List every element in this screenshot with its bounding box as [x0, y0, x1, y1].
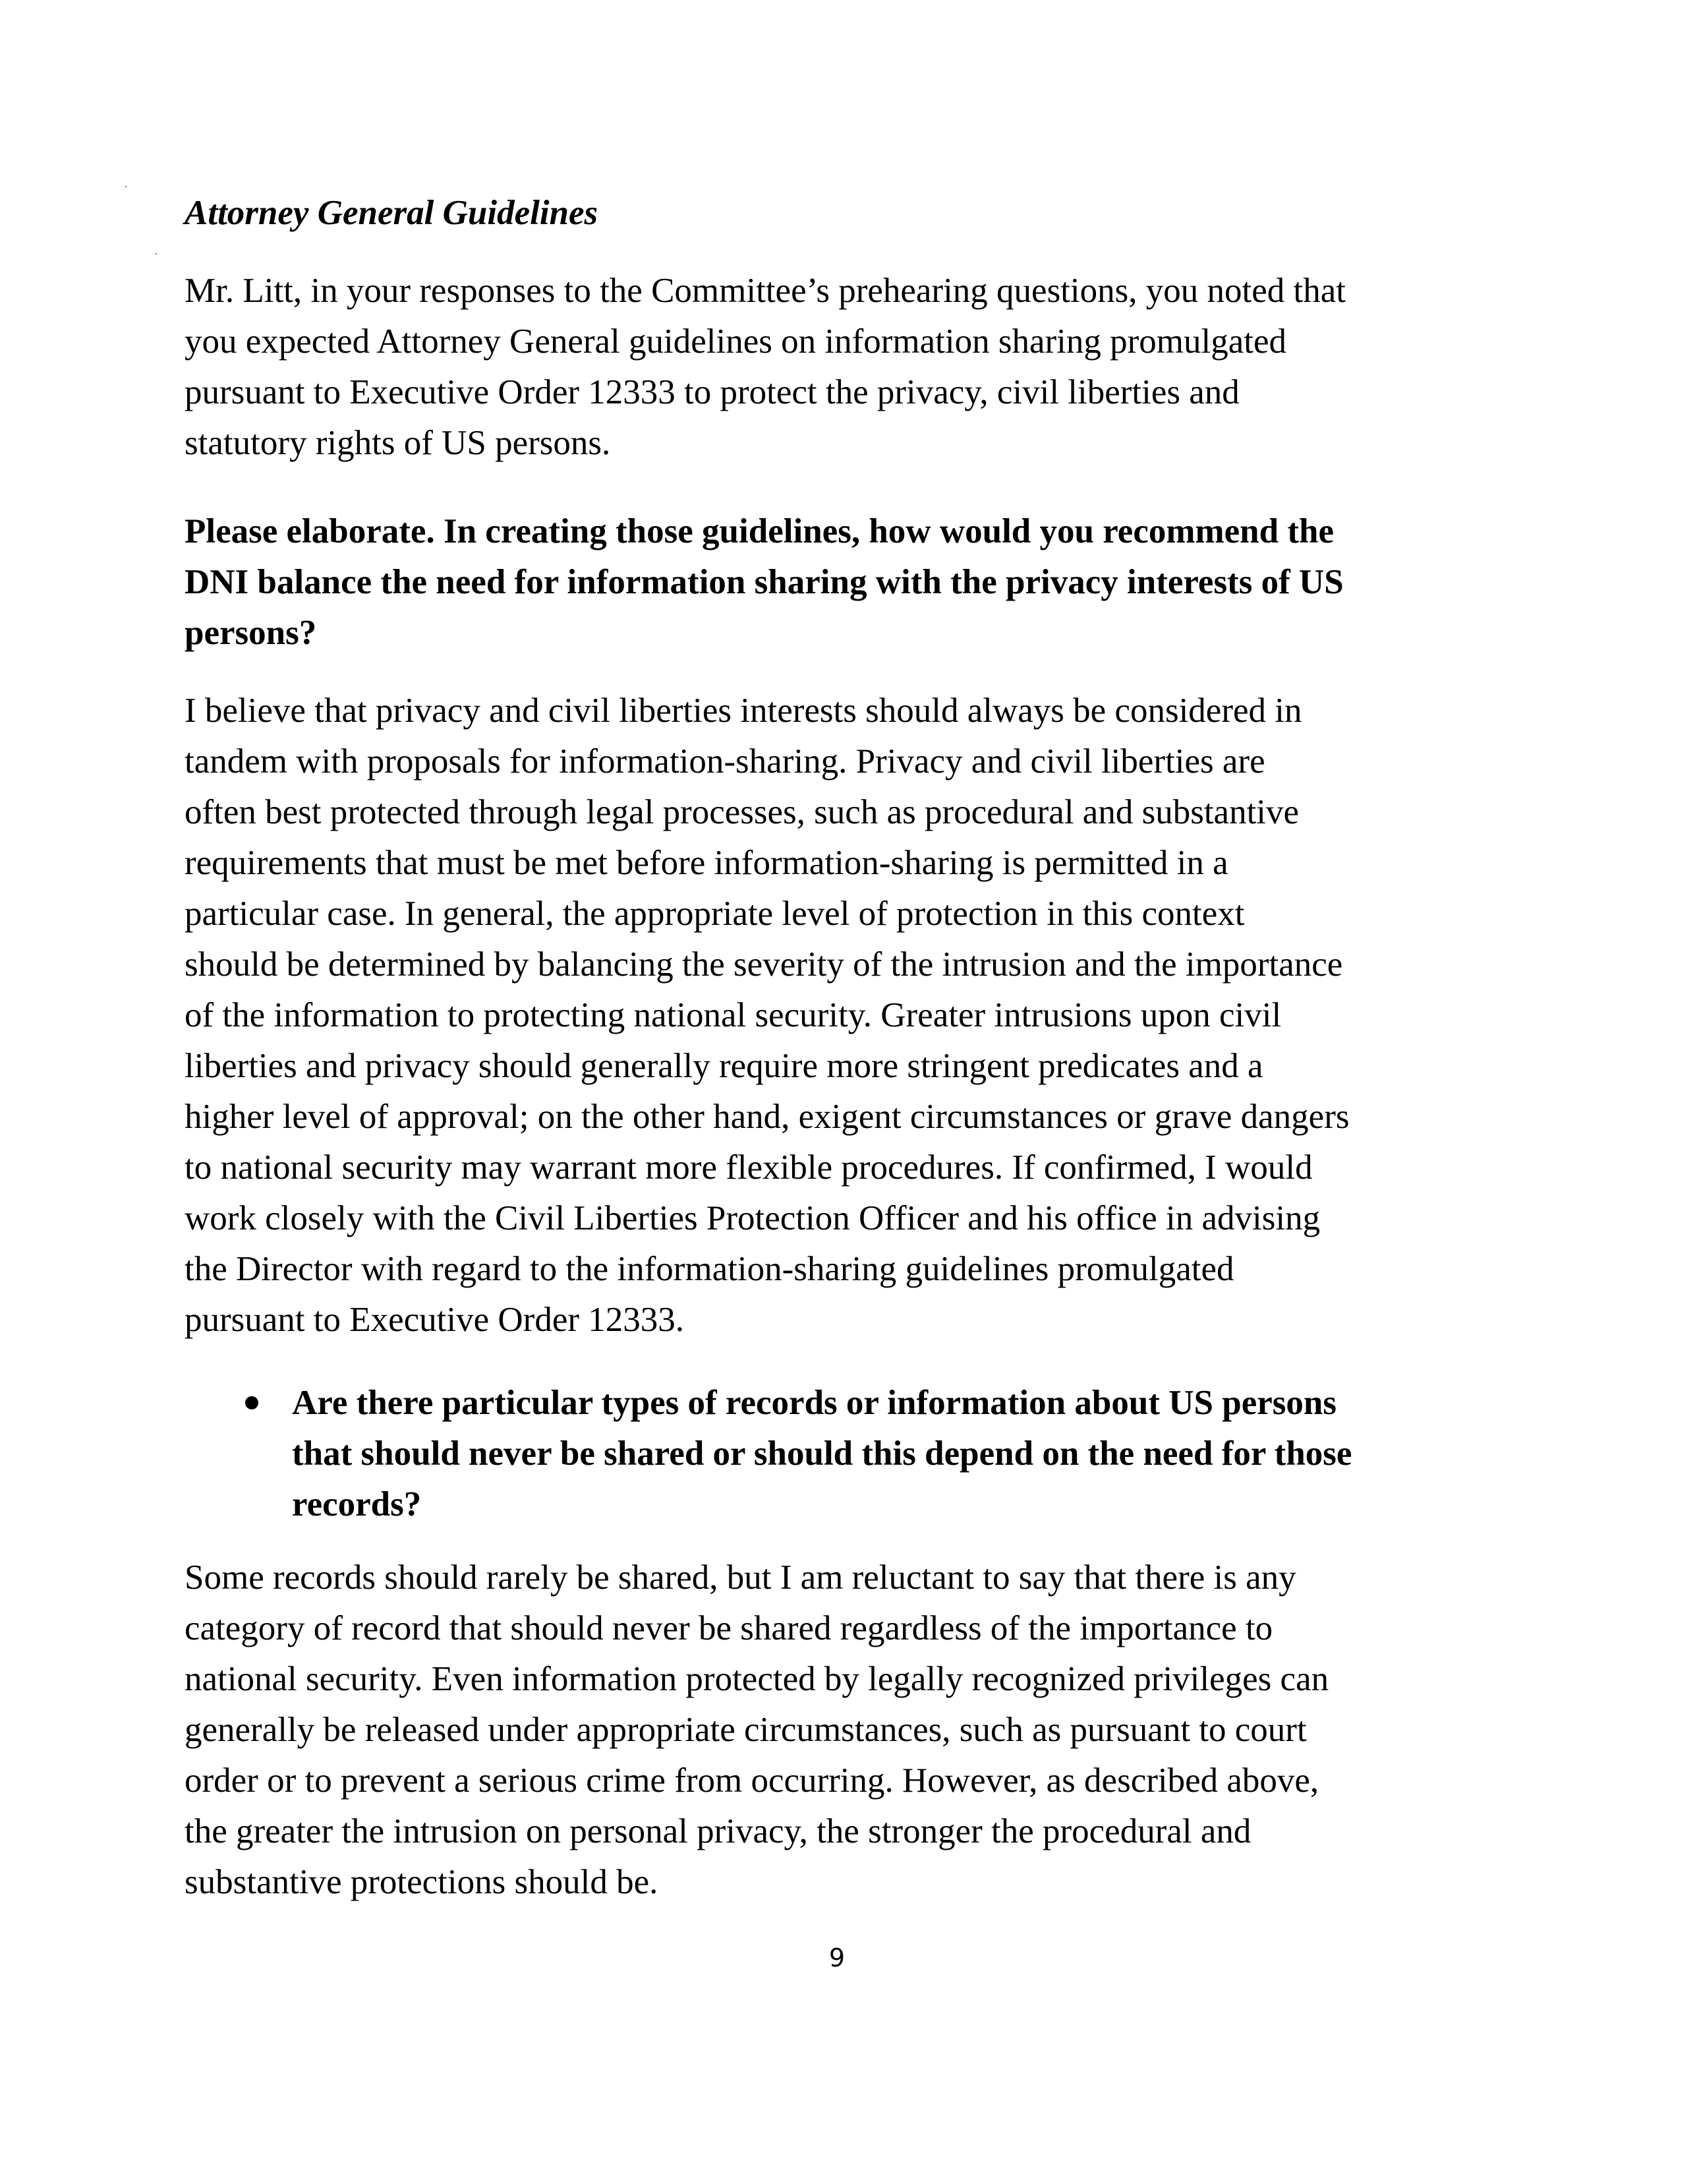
bullet-question-line: that should never be shared or should this depend on the need for those — [292, 1434, 1352, 1473]
scan-speck — [156, 253, 157, 254]
answer-line: Some records should rarely be shared, but I am reluctant to say that there is any — [185, 1558, 1296, 1597]
answer-line: the Director with regard to the information-sharing guidelines promulgated — [185, 1250, 1234, 1288]
bullet-dot-icon — [245, 1396, 258, 1409]
answer-line: I believe that privacy and civil liberties interests should always be considered in — [185, 692, 1302, 730]
answer-line: of the information to protecting national security. Greater intrusions upon civil — [185, 996, 1282, 1034]
answer-line: work closely with the Civil Liberties Protection Officer and his office in advising — [185, 1199, 1321, 1237]
answer-line: pursuant to Executive Order 12333. — [185, 1301, 684, 1339]
question-line: Please elaborate. In creating those guidelines, how would you recommend the — [185, 512, 1335, 550]
question-paragraph — [185, 506, 1568, 659]
question-line: persons? — [185, 614, 317, 652]
answer-line: category of record that should never be shared regardless of the importance to — [185, 1609, 1273, 1647]
scan-speck — [125, 186, 127, 187]
heading-text: Attorney General Guidelines — [185, 194, 598, 232]
intro-line: Mr. Litt, in your responses to the Committee’s prehearing questions, you noted that — [185, 272, 1346, 310]
section-heading — [185, 188, 1568, 239]
answer-line: the greater the intrusion on personal privacy, the stronger the procedural and — [185, 1812, 1251, 1850]
answer-line: national security. Even information protected by legally recognized privileges can — [185, 1660, 1329, 1698]
answer-line: requirements that must be met before information-sharing is permitted in a — [185, 844, 1228, 882]
answer-paragraph-2 — [185, 1552, 1568, 1908]
answer-line: to national security may warrant more flexible procedures. If confirmed, I would — [185, 1148, 1313, 1187]
answer-line: substantive protections should be. — [185, 1863, 658, 1901]
answer-line: generally be released under appropriate circumstances, such as pursuant to court — [185, 1711, 1307, 1749]
answer-line: should be determined by balancing the severity of the intrusion and the importance — [185, 945, 1343, 984]
answer-line: particular case. In general, the appropriate level of protection in this context — [185, 895, 1245, 933]
answer-line: higher level of approval; on the other hand, exigent circumstances or grave dangers — [185, 1098, 1350, 1136]
answer-line: order or to prevent a serious crime from occurring. However, as described above, — [185, 1761, 1319, 1800]
answer-line: tandem with proposals for information-sharing. Privacy and civil liberties are — [185, 742, 1265, 781]
bullet-question-line: records? — [292, 1485, 422, 1523]
page-number: 9 — [828, 1943, 846, 1972]
intro-line: you expected Attorney General guidelines on information sharing promulgated — [185, 322, 1286, 361]
intro-line: statutory rights of US persons. — [185, 424, 611, 462]
answer-paragraph-1 — [185, 686, 1568, 1345]
question-line: DNI balance the need for information sharing with the privacy interests of US — [185, 563, 1344, 601]
bullet-question-line: Are there particular types of records or information about US persons — [292, 1384, 1337, 1422]
intro-line: pursuant to Executive Order 12333 to protect the privacy, civil liberties and — [185, 373, 1240, 411]
intro-paragraph — [185, 266, 1568, 469]
bullet-question-text — [292, 1378, 1352, 1530]
answer-line: liberties and privacy should generally require more stringent predicates and a — [185, 1047, 1263, 1085]
answer-line: often best protected through legal processes, such as procedural and substantive — [185, 793, 1300, 831]
